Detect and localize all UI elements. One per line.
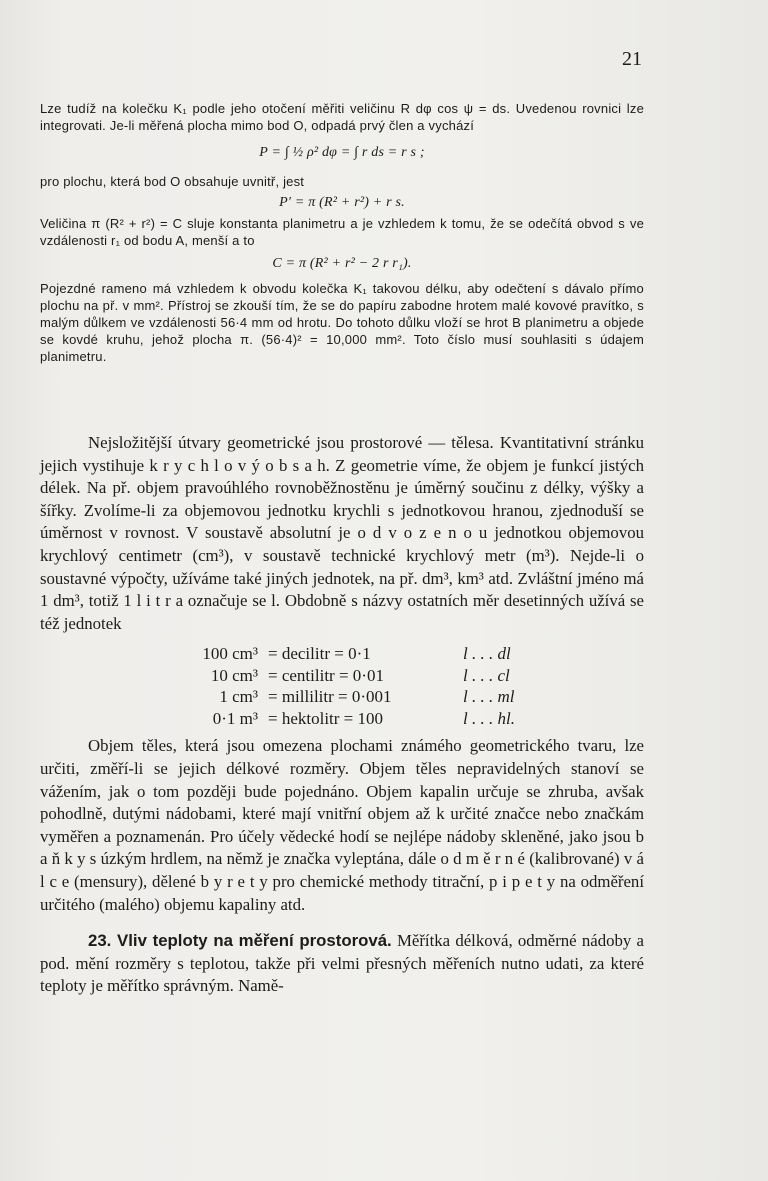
section-23: [40, 930, 644, 998]
paragraph-planimeter-3: Veličina π (R² + r²) = C sluje konstanta planimetru a je vzhledem k tomu, že se odečítá obvod s ve vzdálenosti r₁ od bodu A, menší a to: [40, 216, 644, 248]
unit-row: 100 cm³ = decilitr = 0·1 l . . . dl: [202, 644, 511, 664]
unit-row: 0·1 m³ = hektolitr = 100 l . . . hl.: [212, 708, 515, 728]
paragraph-planimeter-2: pro plochu, která bod O obsahuje uvnitř, jest: [40, 174, 305, 189]
formula-constant: C = π (R² + r² − 2 r r₁).: [272, 256, 412, 271]
paragraph-planimeter-1: Lze tudíž na kolečku K₁ podle jeho otočení měřiti veličinu R dφ cos ψ = ds. Uvedenou rovnici lze integrovati. Je-li měřená plocha mimo bod O, odpadá prvý člen a vychází: [40, 101, 644, 133]
volume-text: [40, 432, 644, 998]
paragraph-planimeter-4: Pojezdné rameno má vzhledem k obvodu kolečka K₁ takovou délku, aby odečtení s dávalo přímo plochu na př. v mm². Přístroj se zkouší tím, že se do papíru zabodne hrotem malé kovové pravítko, s malým důlkem ve vzdálenosti 56·4 mm od hrotu. Do tohoto důlku vloží se hrot B planimetru a objede se kovdé kruhu, jehož plocha π. (56·4)² = 10,000 mm². Toto číslo musí souhlasiti s údajem planimetru.: [40, 281, 644, 364]
section-heading: 23. Vliv teploty na měření prostorová.: [88, 931, 392, 951]
page-number: 21: [622, 48, 642, 70]
paragraph-volume-1: Nejsložitější útvary geometrické jsou prostorové — tělesa. Kvantitativní stránku jejich vystihuje k r y c h l o v ý o b s a h. Z geometrie víme, že objem je funkcí jistých délek. Na př. objem pravoúhlého rovnoběžnostěnu je úměrný součinu z délky, výšky a šířky. Zvolíme-li za objemovou jednotku krychli s jednotkovou hranou, zjednoduší se úměrnost v rovnost. V soustavě absolutní je o d v o z e n o u jednotkou objemovou krychlový centimetr (cm³), v soustavě technické krychlový metr (m³). Nejde-li o soustavné výpočty, užíváme také jiných jednotek, na př. dm³, km³ atd. Zvláštní jméno má 1 dm³, totiž 1 l i t r a označuje se l. Obdobně s názvy ostatních měr desetinných užívá se též jednotek: [40, 433, 644, 633]
unit-row: 1 cm³ = millilitr = 0·001 l . . . ml: [219, 687, 515, 707]
paragraph-volume-2: Objem těles, která jsou omezena plochami známého geometrického tvaru, lze určiti, změří-li se jejich délkové rozměry. Objem těles nepravidelných stanoví se vážením, jak o tom později bude pojednáno. Objem kapalin určuje se zhruba, avšak pohodlně, dutými nádobami, které mají vnitřní objem až k určité značce nebo značkám vyměřen a poznamenán. Pro účely vědecké hodí se nejlépe nádoby skleněné, jako jsou b a ň k y s úzkým hrdlem, na němž je značka vyleptána, dále o d m ě r n é (kalibrované) v á l c e (mensury), dělené b y r e t y pro chemické methody titrační, p i p e t y na odměření určitého (malého) objemu kapaliny atd.: [40, 736, 644, 914]
unit-row: 10 cm³ = centilitr = 0·01 l . . . cl: [210, 665, 510, 685]
unit-table: [40, 643, 644, 729]
section-text: Měřítka délková, odměrné nádoby a pod. mění rozměry s teplotou, takže při velmi přesných měřeních nutno udati, za které teploty je měřítko správným. Namě-: [40, 931, 644, 996]
formula-area: P = ∫ ½ ρ² dφ = ∫ r ds = r s ;: [259, 145, 425, 160]
formula-area-inner: P′ = π (R² + r²) + r s.: [279, 195, 405, 210]
planimeter-text: [40, 100, 644, 365]
